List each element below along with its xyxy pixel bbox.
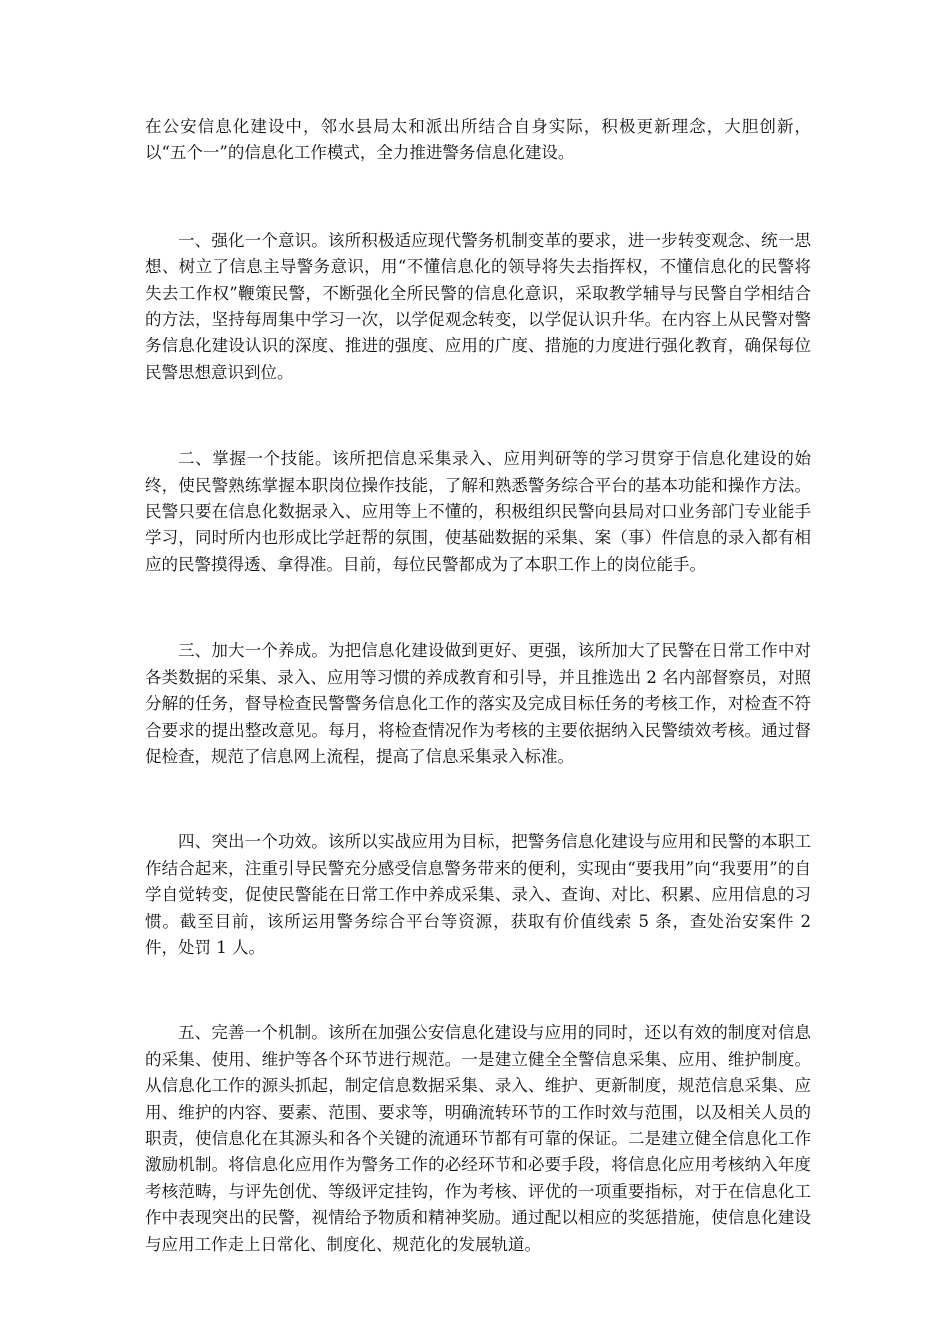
section-5-paragraph: 五、完善一个机制。该所在加强公安信息化建设与应用的同时，还以有效的制度对信息的采集、使用、维护等各个环节进行规范。一是建立健全全警信息采集、应用、维护制度。从信息化工作的源头抓起，制定信息数据采集、录入、维护、更新制度，规范信息采集、应用、维护的内容、要素、范围、要求等，明确流转环节的工作时效与范围，以及相关人员的职责，使信息化在其源头和各个关键的流通环节都有可靠的保证。二是建立健全信息化工作激励机制。将信息化应用作为警务工作的必经环节和必要手段，将信息化应用考核纳入年度考核范畴，与评先创优、等级评定挂钩，作为考核、评优的一项重要指标，对于在信息化工作中表现突出的民警，视情给予物质和精神奖励。通过配以相应的奖惩措施，使信息化建设与应用工作走上日常化、制度化、规范化的发展轨道。: [145, 1023, 811, 1254]
section-4-paragraph: 四、突出一个功效。该所以实战应用为目标，把警务信息化建设与应用和民警的本职工作结合起来，注重引导民警充分感受信息警务带来的便利，实现由“要我用”向“我要用”的自学自觉转变，促使民警能在日常工作中养成采集、录入、查询、对比、积累、应用信息的习惯。截至目前，该所运用警务综合平台等资源，获取有价值线索 5 条，查处治安案件 2 件，处罚 1 人。: [145, 832, 811, 957]
section-3-paragraph: 三、加大一个养成。为把信息化建设做到更好、更强，该所加大了民警在日常工作中对各类数据的采集、录入、应用等习惯的养成教育和引导，并且推选出 2 名内部督察员，对照分解的任务，督导检查民警警务信息化工作的落实及完成目标任务的考核工作，对检查不符合要求的提出整改意见。每月，将检查情况作为考核的主要依据纳入民警绩效考核。通过督促检查，规范了信息网上流程，提高了信息采集录入标准。: [145, 641, 811, 766]
section-2-paragraph: 二、掌握一个技能。该所把信息采集录入、应用判研等的学习贯穿于信息化建设的始终，使民警熟练掌握本职岗位操作技能，了解和熟悉警务综合平台的基本功能和操作方法。民警只要在信息化数据录入、应用等上不懂的，积极组织民警向县局对口业务部门专业能手学习，同时所内也形成比学赶帮的氛围，使基础数据的采集、案（事）件信息的录入都有相应的民警摸得透、拿得准。目前，每位民警都成为了本职工作上的岗位能手。: [145, 449, 811, 574]
section-1-paragraph: 一、强化一个意识。该所积极适应现代警务机制变革的要求，进一步转变观念、统一思想、树立了信息主导警务意识，用“不懂信息化的领导将失去指挥权，不懂信息化的民警将失去工作权”鞭策民警，不断强化全所民警的信息化意识，采取教学辅导与民警自学相结合的方法，坚持每周集中学习一次，以学促观念转变，以学促认识升华。在内容上从民警对警务信息化建设认识的深度、推进的强度、应用的广度、措施的力度进行强化教育，确保每位民警思想意识到位。: [145, 230, 811, 382]
intro-paragraph: 在公安信息化建设中，邻水县局太和派出所结合自身实际，积极更新理念，大胆创新，以“五个一”的信息化工作模式，全力推进警务信息化建设。: [145, 117, 811, 163]
document-page: [145, 114, 811, 1258]
